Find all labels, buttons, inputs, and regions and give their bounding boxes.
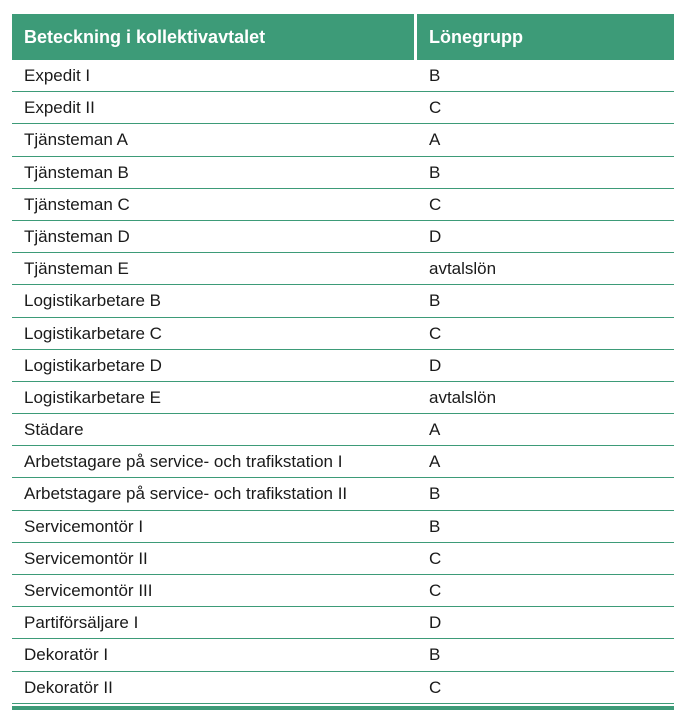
table-row — [12, 253, 674, 285]
cell-designation: Expedit I — [24, 66, 91, 85]
cell-salary-group: avtalslön — [429, 259, 497, 279]
cell-salary-group: D — [429, 226, 442, 246]
table-row — [12, 382, 674, 414]
table-row — [12, 60, 674, 92]
cell-salary-group: C — [429, 323, 442, 343]
table-row — [12, 285, 674, 317]
cell-salary-group: A — [429, 452, 441, 472]
cell-designation: Logistikarbetare C — [24, 323, 162, 343]
table-row — [12, 157, 674, 189]
cell-salary-group: C — [429, 194, 442, 214]
cell-salary-group: C — [429, 581, 442, 600]
table-row — [12, 672, 674, 704]
cell-designation: Logistikarbetare E — [24, 387, 162, 407]
header-salary-group: Lönegrupp — [429, 27, 523, 47]
cell-salary-group: C — [429, 98, 442, 118]
cell-designation: Dekoratör II — [24, 677, 113, 697]
cell-salary-group: B — [429, 162, 441, 182]
cell-designation: Servicemontör II — [24, 548, 148, 568]
cell-salary-group: B — [429, 484, 441, 504]
table-row — [12, 189, 674, 221]
cell-salary-group: avtalslön — [429, 387, 497, 407]
cell-designation: Servicemontör I — [24, 516, 144, 536]
table-row — [12, 318, 674, 350]
cell-designation: Tjänsteman D — [24, 226, 130, 246]
cell-designation: Arbetstagare på service- och trafikstation II — [24, 484, 348, 504]
cell-designation: Expedit II — [24, 98, 95, 118]
cell-salary-group: D — [429, 355, 442, 375]
table-row — [12, 478, 674, 510]
table-row — [12, 124, 674, 156]
cell-designation: Tjänsteman E — [24, 259, 129, 279]
cell-salary-group: B — [429, 291, 441, 311]
cell-designation: Dekoratör I — [24, 645, 109, 665]
table-row — [12, 446, 674, 478]
cell-salary-group: A — [429, 130, 441, 150]
cell-salary-group: C — [429, 677, 442, 697]
table-row — [12, 639, 674, 671]
cell-salary-group: B — [429, 645, 441, 665]
cell-designation: Arbetstagare på service- och trafikstation I — [24, 452, 343, 472]
cell-designation: Partiförsäljare I — [24, 613, 139, 633]
cell-designation: Tjänsteman B — [24, 162, 129, 182]
table-header-row — [12, 14, 674, 60]
header-designation: Beteckning i kollektivavtalet — [24, 27, 266, 47]
cell-designation: Logistikarbetare D — [24, 355, 162, 375]
cell-salary-group: B — [429, 516, 441, 536]
table-row — [12, 221, 674, 253]
cell-salary-group: B — [429, 66, 441, 85]
salary-group-table — [12, 14, 674, 710]
cell-salary-group: C — [429, 548, 442, 568]
table-bottom-rule — [12, 706, 674, 710]
table-row — [12, 607, 674, 639]
cell-salary-group: D — [429, 613, 442, 633]
table-body — [12, 60, 674, 704]
cell-designation: Tjänsteman C — [24, 194, 130, 214]
cell-designation: Städare — [24, 420, 84, 440]
cell-salary-group: A — [429, 420, 441, 440]
table-row — [12, 414, 674, 446]
table-row — [12, 511, 674, 543]
table-row — [12, 543, 674, 575]
cell-designation: Logistikarbetare B — [24, 291, 162, 311]
cell-designation: Servicemontör III — [24, 581, 153, 600]
table-row — [12, 350, 674, 382]
cell-designation: Tjänsteman A — [24, 130, 128, 150]
table-row — [12, 92, 674, 124]
table-row — [12, 575, 674, 607]
